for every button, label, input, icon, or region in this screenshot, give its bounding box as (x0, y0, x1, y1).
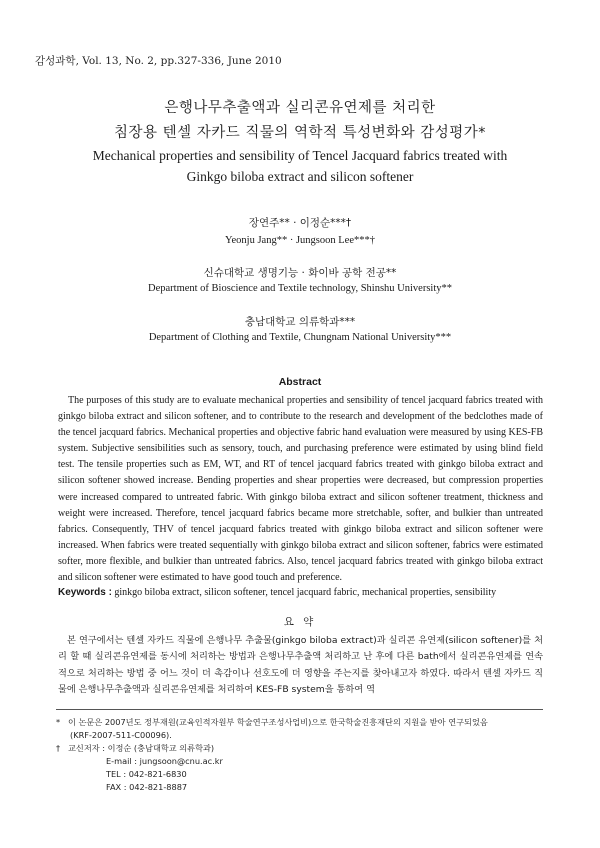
keywords-line (58, 587, 543, 598)
korean-title-line-1: 은행나무추출액과 실리콘유연제를 처리한 (164, 100, 436, 116)
footnote-mark-asterisk: * (56, 717, 61, 727)
footnote-divider (56, 709, 543, 710)
affiliation-2-korean: 충남대학교 의류학과*** (244, 316, 356, 328)
affiliation-2-english: Department of Clothing and Textile, Chungnam National University*** (148, 332, 452, 343)
summary-heading: 요 약 (283, 616, 317, 628)
english-title-line-2: Ginkgo biloba extract and silicon softener (186, 169, 414, 184)
footnote-funding-text: 이 논문은 2007년도 정부재원(교육인적자원부 학술연구조성사업비)으로 한국학술진흥재단의 지원을 받아 연구되었음 (68, 717, 488, 727)
footnote-mark-dagger: † (56, 743, 61, 753)
english-title-line-1: Mechanical properties and sensibility of Tencel Jacquard fabrics treated with (92, 148, 508, 163)
footnote-corresponding (56, 742, 543, 755)
affiliation-1-english: Department of Bioscience and Textile technology, Shinshu University** (148, 283, 452, 294)
keywords-text: ginkgo biloba extract, silicon softener, tencel jacquard fabric, mechanical properties, sensibility (114, 587, 497, 598)
running-head: 감성과학, Vol. 13, No. 2, pp.327-336, June 2010 (35, 55, 282, 67)
keywords-label: Keywords : (58, 587, 112, 598)
korean-authors: 장연주** · 이정순***† (248, 217, 352, 229)
contact-email: E-mail : jungsoon@cnu.ac.kr (106, 756, 223, 766)
english-authors: Yeonju Jang** · Jungsoon Lee***† (224, 235, 375, 246)
affiliation-1-korean: 신슈대학교 생명기능 · 화이바 공학 전공** (203, 267, 397, 279)
footnote-corresponding-text: 교신저자 : 이정순 (충남대학교 의류학과) (68, 743, 215, 753)
summary-body: 본 연구에서는 텐셀 자카드 직물에 은행나무 추출물(ginkgo biloba extract)과 실리콘 유연제(silicon softener)를 처리 할 때 실리콘유연제를 동시에 처리하는 방법과 은행나무추출액 처리하고 난 후에 다른 bath에서 실리콘유연제를 연속적으로 처리하는 방법 중 어느 것이 더 촉감이나 선호도에 더 영향을 주는지를 찾아내고자 하였다. 따라서 텐셀 자카드 직물에 은행나무추출액과 실리콘유연제를 처리하여 KES-FB system을 통하여 역 (58, 635, 543, 695)
footnote-funding (56, 716, 543, 729)
abstract-body: The purposes of this study are to evaluate mechanical properties and sensibility of tencel jacquard fabrics treated with ginkgo biloba extract and silicon softener, and to contribute to the research and development of the bedclothes made of the tencel jacquard fabrics. Mechanical properties and objective fabric hand evaluation were measured by using KES-FB system. Subjective sensibilities such as sensory, touch, and purchasing preference were estimated by using blind field test. The tensile properties such as EM, WT, and RT of tencel jacquard fabrics treated with ginkgo biloba extract and silicon softener showed increase. Bending properties and shear properties were decreased, but compression properties were increased compared to untreated fabric. With ginkgo biloba extract and silicon softener treatment, thickness and weight were increased. Therefore, tencel jacquard fabrics became more stretchable, softer, and bulkier than untreated fabrics. Consequently, THV of tencel jacquard fabrics treated with ginkgo biloba extract and silicon softener were increased. When fabrics were treated sequentially with ginkgo biloba extract and silicon softener, fabrics were estimated softer, more flexible, and bulkier than untreated fabrics. Also, tencel jacquard fabrics treated with ginkgo biloba extract and silicon softener were estimated to have good touch and preference. (58, 395, 543, 584)
contact-tel: TEL : 042-821-6830 (106, 769, 187, 779)
footnote-funding-grant: (KRF-2007-511-C00096). (70, 730, 172, 740)
footnotes (56, 716, 543, 794)
contact-fax: FAX : 042-821-8887 (106, 782, 188, 792)
abstract-heading: Abstract (278, 376, 322, 388)
korean-title-line-2: 침장용 텐셀 자카드 직물의 역학적 특성변화와 감성평가* (113, 125, 487, 141)
